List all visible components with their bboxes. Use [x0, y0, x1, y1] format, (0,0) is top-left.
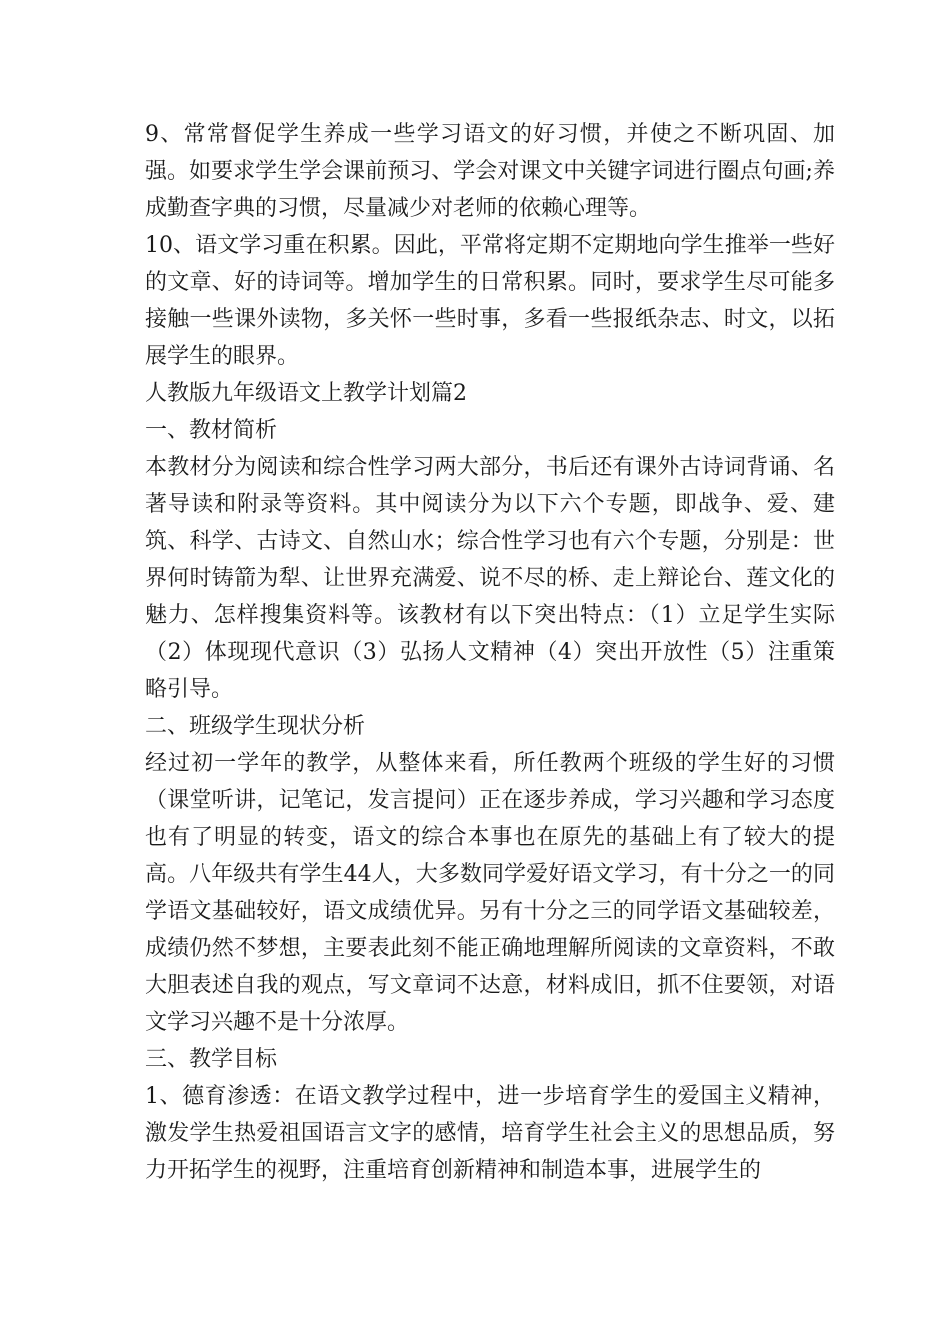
paragraph-moral-education: 1、德育渗透：在语文教学过程中，进一步培育学生的爱国主义精神，激发学生热爱祖国语言文字的感情，培育学生社会主义的思想品质，努力开拓学生的视野，注重培育创新精神和制造本事，进展学生的 [145, 1084, 835, 1183]
paragraph-item-9: 9、常常督促学生养成一些学习语文的好习惯，并使之不断巩固、加强。如要求学生学会课前预习、学会对课文中关键字词进行圈点句画;养成勤查字典的习惯，尽量减少对老师的依赖心理等。 [145, 122, 835, 221]
paragraph-item-10: 10、语文学习重在积累。因此，平常将定期不定期地向学生推举一些好的文章、好的诗词等。增加学生的日常积累。同时，要求学生尽可能多接触一些课外读物，多关怀一些时事，多看一些报纸杂志、时文，以拓展学生的眼界。 [145, 233, 835, 369]
paragraph-textbook-analysis: 本教材分为阅读和综合性学习两大部分，书后还有课外古诗词背诵、名著导读和附录等资料。其中阅读分为以下六个专题，即战争、爱、建筑、科学、古诗文、自然山水；综合性学习也有六个专题，分别是：世界何时铸箭为犁、让世界充满爱、说不尽的桥、走上辩论台、莲文化的魅力、怎样搜集资料等。该教材有以下突出特点：（1）立足学生实际（2）体现现代意识（3）弘扬人文精神（4）突出开放性（5）注重策略引导。 [145, 455, 835, 702]
section-title: 人教版九年级语文上教学计划篇2 [145, 381, 467, 406]
document-body [145, 116, 835, 1189]
heading-teaching-goals: 三、教学目标 [145, 1047, 278, 1072]
heading-textbook-analysis: 一、教材简析 [145, 418, 278, 443]
heading-student-status: 二、班级学生现状分析 [145, 714, 366, 739]
paragraph-student-status: 经过初一学年的教学，从整体来看，所任教两个班级的学生好的习惯（课堂听讲，记笔记，发言提问）正在逐步养成，学习兴趣和学习态度也有了明显的转变，语文的综合本事也在原先的基础上有了较大的提高。八年级共有学生44人，大多数同学爱好语文学习，有十分之一的同学语文基础较好，语文成绩优异。另有十分之三的同学语文基础较差，成绩仍然不梦想，主要表此刻不能正确地理解所阅读的文章资料，不敢大胆表述自我的观点，写文章词不达意，材料成旧，抓不住要领，对语文学习兴趣不是十分浓厚。 [145, 751, 835, 1035]
